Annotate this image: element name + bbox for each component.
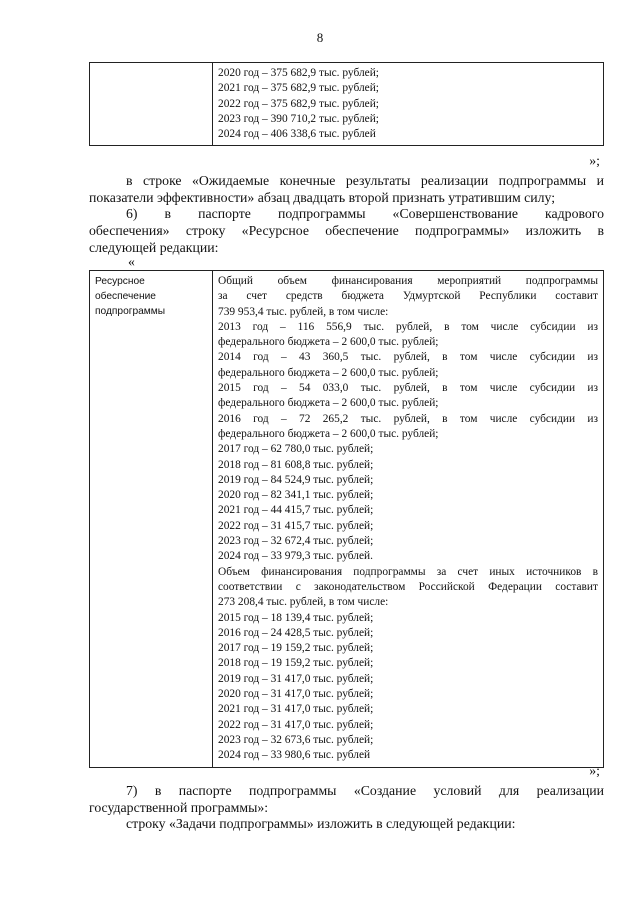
table2-line: за счет средств бюджета Удмуртской Республики составит (218, 290, 598, 303)
paragraph-line: следующей редакции: (89, 240, 219, 255)
table2-year-line: 2022 год – 31 417,0 тыс. рублей; (218, 718, 374, 731)
table2-label-line: Ресурсное (95, 276, 145, 287)
table2-label-line: подпрограммы (95, 306, 166, 317)
table1-line: 2021 год – 375 682,9 тыс. рублей; (218, 82, 379, 95)
table1-line: 2022 год – 375 682,9 тыс. рублей; (218, 97, 379, 110)
table2-year-line: 2019 год – 84 524,9 тыс. рублей; (218, 473, 374, 486)
closing-quote: »; (589, 763, 600, 778)
paragraph-item-6 (89, 205, 604, 256)
paragraph-tasks: строку «Задачи подпрограммы» изложить в следующей редакции: (126, 816, 516, 831)
table2-line: Объем финансирования подпрограммы за счет иных источников в (218, 565, 598, 578)
paragraph-item-7 (89, 782, 604, 816)
table2-year-line: 2021 год – 31 417,0 тыс. рублей; (218, 703, 374, 716)
table2-year-line: 2021 год – 44 415,7 тыс. рублей; (218, 504, 374, 517)
resource-provision-table (89, 270, 604, 768)
table2-subsidy-line: федерального бюджета – 2 600,0 тыс. рублей; (218, 397, 439, 410)
table2-label-cell (90, 271, 213, 768)
table2-subsidy-line: федерального бюджета – 2 600,0 тыс. рублей; (218, 366, 439, 379)
table2-year-line: 2018 год – 81 608,8 тыс. рублей; (218, 458, 374, 471)
table2-year-line: 2016 год – 24 428,5 тыс. рублей; (218, 626, 374, 639)
table2-line: соответствии с законодательством Российской Федерации составит (218, 580, 598, 593)
table1-label-cell (90, 63, 213, 146)
table2-subsidy-line: 2015 год – 54 033,0 тыс. рублей, в том числе субсидии из (218, 382, 598, 395)
table1-values-cell (213, 63, 604, 146)
table1-line: 2023 год – 390 710,2 тыс. рублей; (218, 112, 379, 125)
paragraph-expected-results (89, 172, 604, 206)
table2-line: 739 953,4 тыс. рублей, в том числе: (218, 305, 389, 318)
paragraph-line: государственной программы»: (89, 800, 269, 815)
paragraph-line: показатели эффективности» абзац двадцать второй признать утратившим силу; (89, 190, 556, 205)
opening-quote: « (128, 254, 135, 269)
table2-year-line: 2023 год – 32 673,6 тыс. рублей; (218, 733, 374, 746)
table2-year-line: 2017 год – 19 159,2 тыс. рублей; (218, 642, 374, 655)
table2-year-line: 2020 год – 31 417,0 тыс. рублей; (218, 688, 374, 701)
paragraph-line: 7) в паспорте подпрограммы «Создание условий для реализации (126, 783, 604, 798)
table2-subsidy-line: федерального бюджета – 2 600,0 тыс. рублей; (218, 336, 439, 349)
paragraph-line: 6) в паспорте подпрограммы «Совершенствование кадрового (126, 206, 604, 221)
table2-line: Общий объем финансирования мероприятий подпрограммы (218, 275, 598, 287)
table2-subsidy-line: 2016 год – 72 265,2 тыс. рублей, в том числе субсидии из (218, 412, 598, 425)
table2-year-line: 2015 год – 18 139,4 тыс. рублей; (218, 611, 374, 624)
table2-year-line: 2023 год – 32 672,4 тыс. рублей; (218, 535, 374, 548)
table2-subsidy-line: 2014 год – 43 360,5 тыс. рублей, в том числе субсидии из (218, 351, 598, 364)
table2-label-line: обеспечение (95, 291, 156, 302)
table2-year-line: 2018 год – 19 159,2 тыс. рублей; (218, 657, 374, 670)
table2-subsidy-line: 2013 год – 116 556,9 тыс. рублей, в том числе субсидии из (218, 320, 598, 333)
table2-year-line: 2024 год – 33 980,6 тыс. рублей (218, 749, 371, 762)
table2-year-line: 2017 год – 62 780,0 тыс. рублей; (218, 443, 374, 456)
table1-line: 2024 год – 406 338,6 тыс. рублей (218, 128, 376, 141)
table2-year-line: 2020 год – 82 341,1 тыс. рублей; (218, 489, 374, 502)
table2-subsidy-line: федерального бюджета – 2 600,0 тыс. рублей; (218, 427, 439, 440)
table2-line: 273 208,4 тыс. рублей, в том числе: (218, 596, 389, 609)
page-number: 8 (316, 30, 324, 45)
table2-year-line: 2024 год – 33 979,3 тыс. рублей. (218, 550, 373, 563)
paragraph-line: в строке «Ожидаемые конечные результаты реализации подпрограммы и (126, 173, 604, 188)
table2-year-line: 2022 год – 31 415,7 тыс. рублей; (218, 519, 374, 532)
table2-values-cell (213, 271, 604, 768)
funding-table-continued (89, 62, 604, 146)
table2-year-line: 2019 год – 31 417,0 тыс. рублей; (218, 672, 374, 685)
paragraph-line: обеспечения» строку «Ресурсное обеспечение подпрограммы» изложить в (89, 223, 604, 238)
closing-quote: »; (589, 153, 600, 168)
table1-line: 2020 год – 375 682,9 тыс. рублей; (218, 67, 379, 79)
